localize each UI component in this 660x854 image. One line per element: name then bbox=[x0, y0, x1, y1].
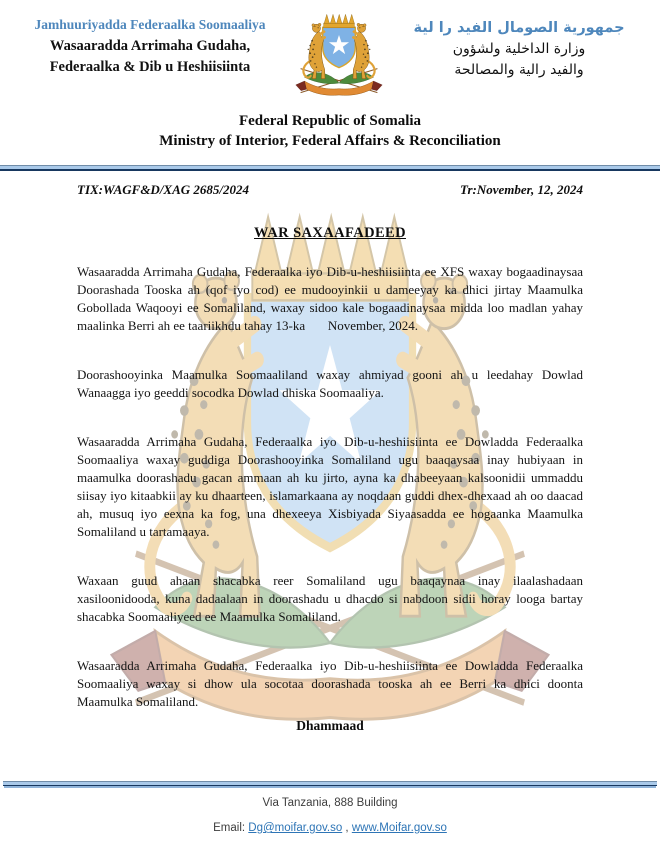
ministry-line: Ministry of Interior, Federal Affairs & Reconciliation bbox=[159, 133, 501, 150]
closing-word: Dhammaad bbox=[296, 717, 364, 733]
republic-name-arabic: جمهورية الصومال الفيد را لية bbox=[413, 20, 625, 36]
press-release-title: WAR SAXAAFADEED bbox=[254, 224, 406, 241]
footer-address: Via Tanzania, 888 Building bbox=[262, 797, 398, 809]
paragraph-2: Doorashooyinka Maamulka Soomaaliland waxay ahmiyad gooni ah u leedahay Dowlad Wanaagga iyo geeddi socodka Dowlad dhiska Soomaaliya. bbox=[77, 366, 583, 400]
emblem-graphic bbox=[286, 11, 392, 107]
footer-contact-line bbox=[0, 820, 660, 836]
ministry-name-somali-line2: Federaalka & Dib u Heshiisiinta bbox=[49, 58, 251, 75]
email-link[interactable]: Dg@moifar.gov.so bbox=[248, 822, 343, 834]
page-footer bbox=[0, 781, 660, 836]
reference-row bbox=[77, 182, 583, 198]
somalia-coat-of-arms-icon bbox=[286, 11, 392, 107]
ministry-name-somali-line1: Wasaaradda Arrimaha Gudaha, bbox=[49, 37, 251, 54]
reference-date: Tr:November, 12, 2024 bbox=[460, 181, 583, 197]
paragraph-5: Wasaaradda Arrimaha Gudaha, Federaalka iyo Dib-u-heshiisiinta ee Dowladda Federaalka Soomaaliya waxay si dhow ula socotaa doorashada tooska ah ee Berri ka dhici doonta Maamulka Somaliland. bbox=[77, 657, 583, 709]
email-label: Email: bbox=[213, 822, 246, 834]
ministry-title-english bbox=[0, 111, 660, 152]
letterhead-arabic-block bbox=[392, 10, 646, 81]
footer-divider-rule bbox=[3, 781, 657, 786]
paragraph-3: Wasaaradda Arrimaha Gudaha, Federaalka iyo Dib-u-heshiisiinta ee Dowladda Federaalka Soomaaliya waxay guddiga Doorashooyinka Somaliland ugu baaqaysaa inay hubiyaan in maamulka doorashadu gacan ammaan ah ku jirto, ayna ka dhabeeyaan kalsoonidii ummaddu siisay iyo kitaabkii ay ku dhaarteen, islamarkaana ay noqdaan guddi dhex-dhexaad ah oo daacad ah, musuq iyo eexna ka fog, una dhexeeya Xisbiyada Siyaasadda ee hogaanka Maamulka Somaliland u tartamaaya. bbox=[77, 433, 583, 539]
paragraph-1: Wasaaradda Arrimaha Gudaha, Federaalka iyo Dib-u-heshiisiinta ee XFS waxay bogaadinaysaa Doorashada Tooska ah (qof iyo cod) ee mudooyinkii u dameeyay ka dhici jirtay Maamulka Gobollada Waqooyi ee Somaliland, waxay sidoo kale bogaadinaysaa midda loo madlan yahay maalinka Berri ah ee taariikhdu tahay 13-ka November, 2024. bbox=[77, 263, 583, 333]
header-divider-rule bbox=[0, 165, 660, 171]
link-separator: , bbox=[345, 822, 349, 834]
ministry-name-arabic-line2: والفيد رالية والمصالحة bbox=[454, 62, 584, 79]
press-release-body bbox=[77, 263, 583, 711]
ministry-name-arabic-line1: وزارة الداخلية ولشؤون bbox=[452, 41, 586, 58]
federal-republic-line: Federal Republic of Somalia bbox=[238, 113, 422, 129]
republic-name-somali: Jamhuuriyadda Federaalka Soomaaliya bbox=[34, 17, 266, 32]
letterhead bbox=[0, 0, 660, 107]
paragraph-4: Waxaan guud ahaan shacabka reer Somaliland ugu baaqaynaa inay ilaalashadaan xasiloonidooda, kuna dadaalaan in doorashadu u dhacdo si nabdoon sidii horay looga bartay shacabka Soomaaliyeed ee Maamulka Somaliland. bbox=[77, 572, 583, 624]
letterhead-somali-block bbox=[14, 10, 286, 78]
website-link[interactable]: www.Moifar.gov.so bbox=[351, 822, 447, 834]
reference-number: TIX:WAGF&D/XAG 2685/2024 bbox=[77, 181, 250, 197]
